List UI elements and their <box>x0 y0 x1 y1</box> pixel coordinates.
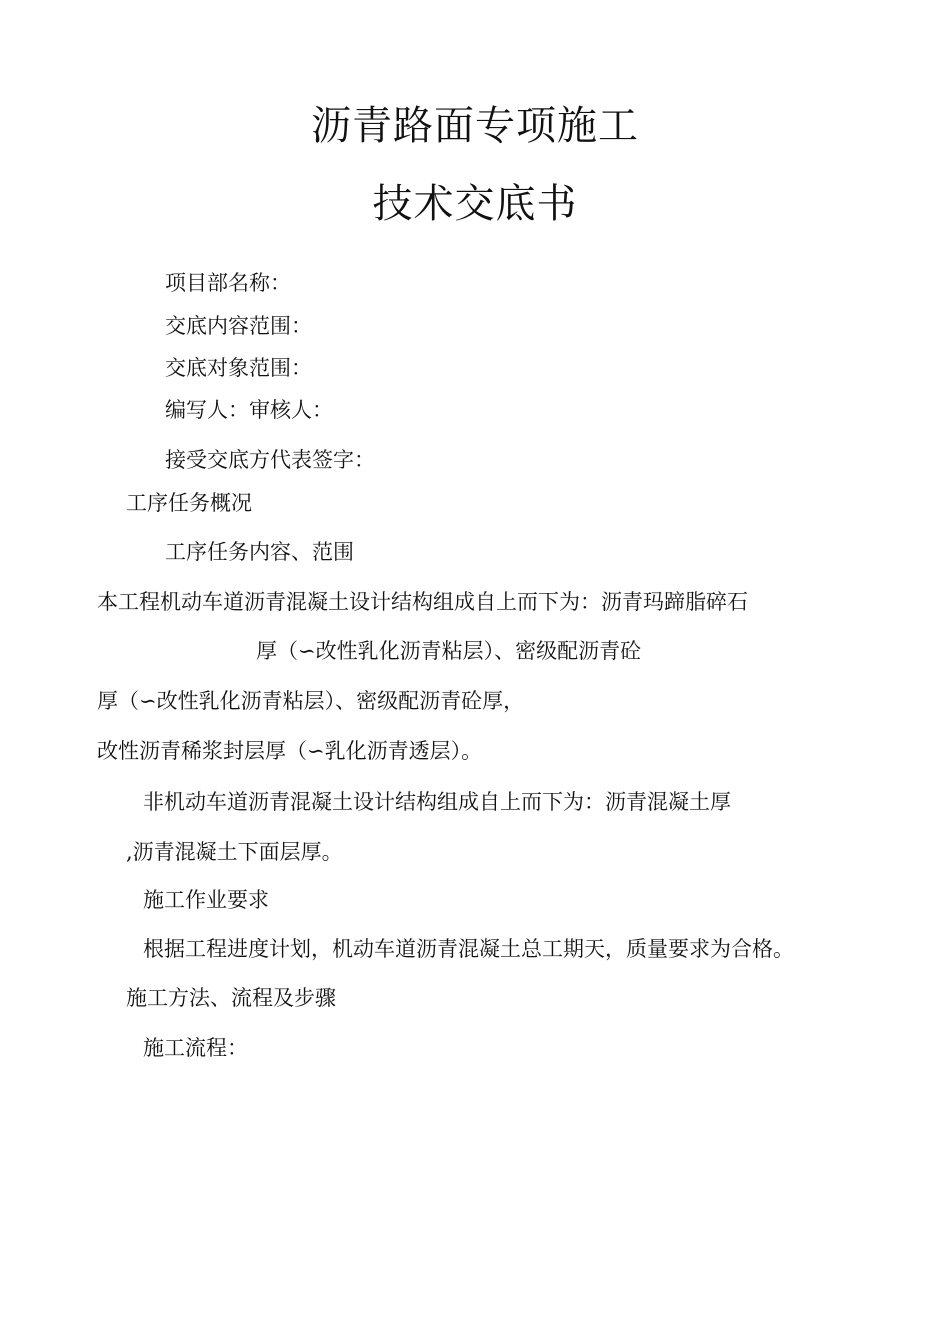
field-target-scope: 交底对象范围： <box>165 356 312 380</box>
section-heading-overview: 工序任务概况 <box>126 491 252 515</box>
document-title-line-1: 沥青路面专项施工 <box>311 103 639 149</box>
paragraph-line: ,沥青混凝土下面层厚。 <box>126 840 343 864</box>
paragraph-line: 改性沥青稀浆封层厚（∽乳化沥青透层）。 <box>97 739 483 763</box>
field-receiver-signature: 接受交底方代表签字： <box>165 448 375 472</box>
field-writer-reviewer: 编写人：审核人： <box>165 398 333 422</box>
subheading-process: 施工流程： <box>143 1036 248 1060</box>
paragraph-line: 本工程机动车道沥青混凝土设计结构组成自上而下为：沥青玛蹄脂碎石 <box>97 590 748 614</box>
document-title-line-2: 技术交底书 <box>372 181 578 227</box>
subheading-content-scope: 工序任务内容、范围 <box>165 540 354 564</box>
section-heading-methods: 施工方法、流程及步骤 <box>126 986 336 1010</box>
paragraph-line: 厚（∽改性乳化沥青粘层）、密级配沥青砼厚， <box>97 689 525 713</box>
section-heading-requirements: 施工作业要求 <box>143 888 269 912</box>
paragraph-line: 根据工程进度计划，机动车道沥青混凝土总工期天，质量要求为合格。 <box>143 937 794 961</box>
paragraph-line: 厚（∽改性乳化沥青粘层）、密级配沥青砼 <box>256 639 642 663</box>
field-project-dept: 项目部名称： <box>165 271 291 295</box>
field-content-scope: 交底内容范围： <box>165 314 312 338</box>
paragraph-line: 非机动车道沥青混凝土设计结构组成自上而下为：沥青混凝土厚 <box>143 790 731 814</box>
